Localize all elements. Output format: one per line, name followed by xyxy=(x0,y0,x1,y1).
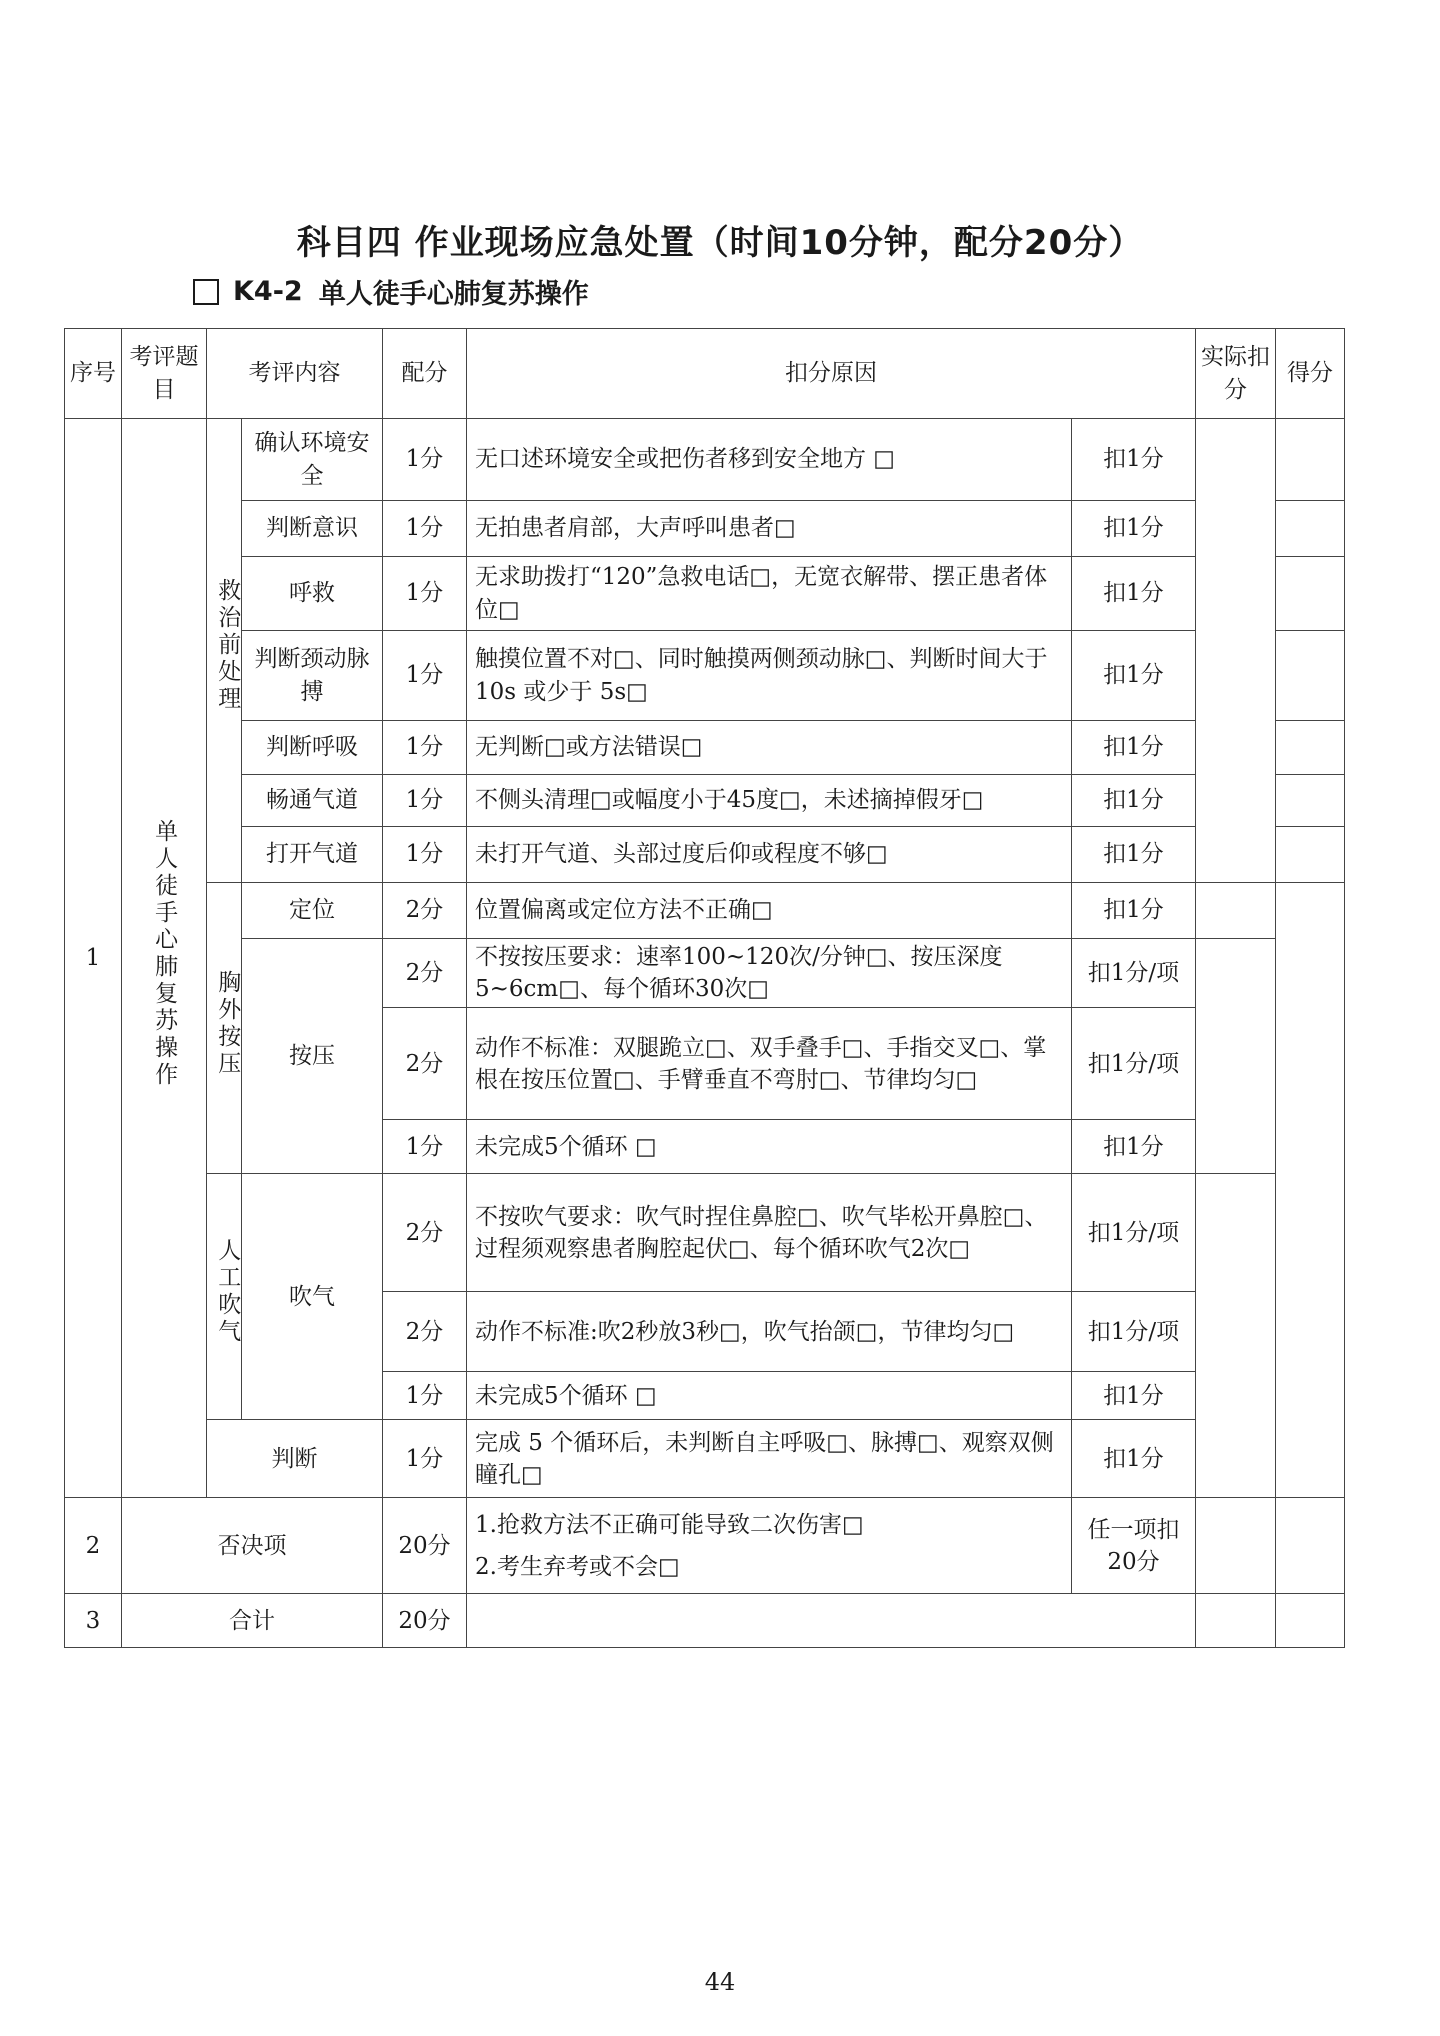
points-cell: 20分 xyxy=(383,1498,467,1594)
item-cell: 单人徒手心肺复苏操作 xyxy=(122,419,207,1498)
reason-cell: 动作不标准：双腿跪立□、双手叠手□、手指交叉□、掌根在按压位置□、手臂垂直不弯肘□、节律均匀□ xyxy=(467,1008,1072,1120)
deduct-cell: 扣1分 xyxy=(1072,631,1196,721)
header-score: 得分 xyxy=(1276,329,1345,419)
document-title: 科目四 作业现场应急处置（时间10分钟，配分20分） xyxy=(296,223,1144,263)
veto-reason-2: 2.考生弃考或不会□ xyxy=(475,1553,680,1580)
points-cell: 1分 xyxy=(383,501,467,557)
content-cell: 按压 xyxy=(242,939,383,1174)
deduct-cell: 扣1分 xyxy=(1072,1372,1196,1420)
reason-cell: 未完成5个循环 □ xyxy=(467,1372,1072,1420)
header-seq: 序号 xyxy=(65,329,122,419)
reason-cell: 不侧头清理□或幅度小于45度□，未述摘掉假牙□ xyxy=(467,775,1072,827)
content-cell: 判断意识 xyxy=(242,501,383,557)
score-cell[interactable] xyxy=(1276,721,1345,775)
table-row xyxy=(65,939,1345,1008)
reason-cell: 无拍患者肩部，大声呼叫患者□ xyxy=(467,501,1072,557)
score-cell[interactable] xyxy=(1276,1498,1345,1594)
points-cell: 1分 xyxy=(383,827,467,883)
content-cell: 判断呼吸 xyxy=(242,721,383,775)
content-cell: 确认环境安全 xyxy=(242,419,383,501)
seq-cell: 3 xyxy=(65,1594,122,1648)
actual-deduction-cell[interactable] xyxy=(1196,1498,1276,1594)
score-cell[interactable] xyxy=(1276,501,1345,557)
actual-deduction-cell[interactable] xyxy=(1196,883,1276,939)
points-cell: 20分 xyxy=(383,1594,467,1648)
points-cell: 1分 xyxy=(383,721,467,775)
points-cell: 2分 xyxy=(383,1174,467,1292)
content-cell: 吹气 xyxy=(242,1174,383,1420)
total-row xyxy=(65,1594,1345,1648)
content-cell: 判断 xyxy=(207,1420,383,1498)
group-chest: 胸外按压 xyxy=(207,883,242,1174)
points-cell: 1分 xyxy=(383,1120,467,1174)
deduct-cell: 扣1分/项 xyxy=(1072,939,1196,1008)
deduct-cell: 扣1分 xyxy=(1072,775,1196,827)
table-row xyxy=(65,501,1345,557)
points-cell: 2分 xyxy=(383,1008,467,1120)
content-cell: 判断颈动脉搏 xyxy=(242,631,383,721)
table-row xyxy=(65,827,1345,883)
reason-cell: 触摸位置不对□、同时触摸两侧颈动脉□、判断时间大于 10s 或少于 5s□ xyxy=(467,631,1072,721)
total-item-cell: 合计 xyxy=(122,1594,383,1648)
table-row xyxy=(65,419,1345,501)
content-cell: 呼救 xyxy=(242,557,383,631)
points-cell: 2分 xyxy=(383,883,467,939)
content-cell: 定位 xyxy=(242,883,383,939)
reason-cell xyxy=(467,1498,1072,1594)
header-reason: 扣分原因 xyxy=(467,329,1196,419)
reason-cell: 未完成5个循环 □ xyxy=(467,1120,1072,1174)
veto-item-cell: 否决项 xyxy=(122,1498,383,1594)
seq-cell: 1 xyxy=(65,419,122,1498)
seq-cell: 2 xyxy=(65,1498,122,1594)
points-cell: 2分 xyxy=(383,1292,467,1372)
table-row xyxy=(65,775,1345,827)
score-cell[interactable] xyxy=(1276,827,1345,883)
reason-cell: 未打开气道、头部过度后仰或程度不够□ xyxy=(467,827,1072,883)
deduct-cell: 任一项扣20分 xyxy=(1072,1498,1196,1594)
table-header-row xyxy=(65,329,1345,419)
points-cell: 1分 xyxy=(383,631,467,721)
scoring-table xyxy=(64,328,1345,1648)
checkbox-icon xyxy=(193,279,219,305)
table-row xyxy=(65,631,1345,721)
header-actual-deduction: 实际扣分 xyxy=(1196,329,1276,419)
actual-deduction-cell[interactable] xyxy=(1196,419,1276,883)
veto-reason-1: 1.抢救方法不正确可能导致二次伤害□ xyxy=(475,1511,864,1538)
points-cell: 1分 xyxy=(383,1372,467,1420)
veto-row xyxy=(65,1498,1345,1594)
page-number: 44 xyxy=(704,1968,736,1996)
score-cell[interactable] xyxy=(1276,883,1345,1498)
reason-cell: 无判断□或方法错误□ xyxy=(467,721,1072,775)
group-breath: 人工吹气 xyxy=(207,1174,242,1420)
table-row xyxy=(65,1420,1345,1498)
reason-cell: 动作不标准:吹2秒放3秒□，吹气抬颌□，节律均匀□ xyxy=(467,1292,1072,1372)
actual-deduction-cell[interactable] xyxy=(1196,1174,1276,1498)
deduct-cell: 扣1分/项 xyxy=(1072,1174,1196,1292)
content-cell: 打开气道 xyxy=(242,827,383,883)
actual-deduction-cell[interactable] xyxy=(1196,1594,1276,1648)
table-row xyxy=(65,1174,1345,1292)
content-cell: 畅通气道 xyxy=(242,775,383,827)
total-reason-cell xyxy=(467,1594,1196,1648)
table-row xyxy=(65,883,1345,939)
deduct-cell: 扣1分/项 xyxy=(1072,1008,1196,1120)
group-pre: 救治前处理 xyxy=(207,419,242,883)
subtitle-name: 单人徒手心肺复苏操作 xyxy=(318,279,589,310)
deduct-cell: 扣1分 xyxy=(1072,419,1196,501)
points-cell: 1分 xyxy=(383,557,467,631)
deduct-cell: 扣1分/项 xyxy=(1072,1292,1196,1372)
reason-cell: 无求助拨打“120”急救电话□，无宽衣解带、摆正患者体位□ xyxy=(467,557,1072,631)
deduct-cell: 扣1分 xyxy=(1072,1120,1196,1174)
deduct-cell: 扣1分 xyxy=(1072,827,1196,883)
score-cell[interactable] xyxy=(1276,631,1345,721)
score-cell[interactable] xyxy=(1276,419,1345,501)
deduct-cell: 扣1分 xyxy=(1072,883,1196,939)
subtitle-code: K4-2 xyxy=(233,276,303,307)
score-cell[interactable] xyxy=(1276,775,1345,827)
table-row xyxy=(65,557,1345,631)
reason-cell: 完成 5 个循环后，未判断自主呼吸□、脉搏□、观察双侧瞳孔□ xyxy=(467,1420,1072,1498)
reason-cell: 不按吹气要求：吹气时捏住鼻腔□、吹气毕松开鼻腔□、过程须观察患者胸腔起伏□、每个循环吹气2次□ xyxy=(467,1174,1072,1292)
deduct-cell: 扣1分 xyxy=(1072,721,1196,775)
points-cell: 1分 xyxy=(383,1420,467,1498)
deduct-cell: 扣1分 xyxy=(1072,1420,1196,1498)
actual-deduction-cell[interactable] xyxy=(1196,939,1276,1174)
header-points: 配分 xyxy=(383,329,467,419)
deduct-cell: 扣1分 xyxy=(1072,557,1196,631)
score-cell[interactable] xyxy=(1276,557,1345,631)
table-row xyxy=(65,721,1345,775)
reason-cell: 无口述环境安全或把伤者移到安全地方 □ xyxy=(467,419,1072,501)
deduct-cell: 扣1分 xyxy=(1072,501,1196,557)
points-cell: 1分 xyxy=(383,775,467,827)
reason-cell: 不按按压要求：速率100~120次/分钟□、按压深度5~6cm□、每个循环30次□ xyxy=(467,939,1072,1008)
reason-cell: 位置偏离或定位方法不正确□ xyxy=(467,883,1072,939)
header-content: 考评内容 xyxy=(207,329,383,419)
points-cell: 1分 xyxy=(383,419,467,501)
subtitle xyxy=(193,272,589,311)
points-cell: 2分 xyxy=(383,939,467,1008)
score-cell[interactable] xyxy=(1276,1594,1345,1648)
header-item: 考评题目 xyxy=(122,329,207,419)
